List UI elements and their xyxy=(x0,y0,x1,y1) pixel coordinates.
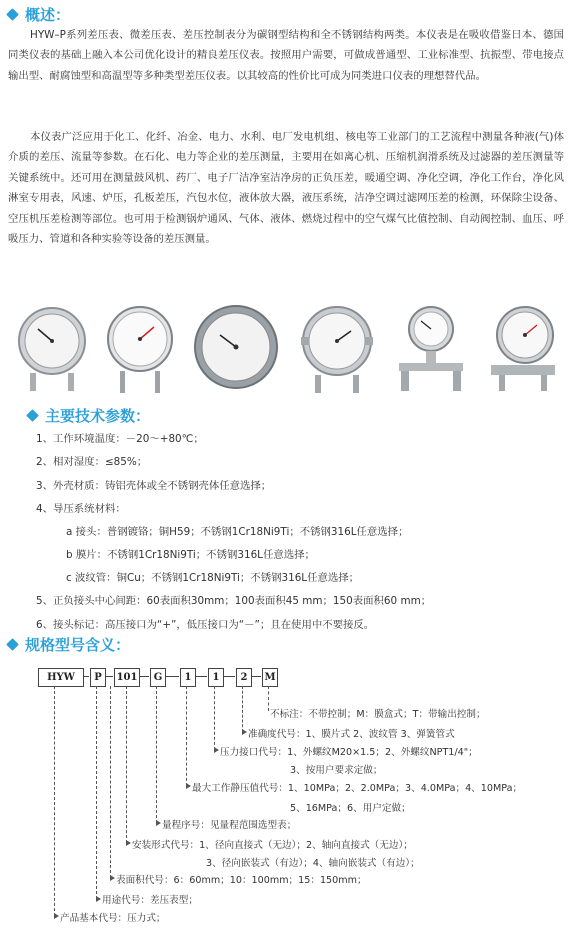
code-label-install: 安装形式代号：1、径向直接式（无边）；2、轴向直接式（无边）； xyxy=(132,840,413,851)
spec-item: c 波纹管：铜Cu；不锈钢1Cr18Ni9Ti；不锈钢316L任意选择； xyxy=(66,572,360,584)
overview-title: 概述： xyxy=(25,6,71,24)
code-label-usage: 用途代号：差压表型； xyxy=(102,895,198,906)
code-box-1b: 1 xyxy=(208,668,224,687)
model-heading xyxy=(8,634,130,655)
gauge-photo-4 xyxy=(297,303,377,395)
spec-item: a 接头：普钢镀铬；铜H59；不锈钢1Cr18Ni9Ti；不锈钢316L任意选择； xyxy=(66,526,409,538)
gauge-photo-5 xyxy=(393,303,469,395)
spec-item: 4、导压系统材料： xyxy=(36,503,126,515)
gauge-photo-1 xyxy=(16,303,88,395)
model-title: 规格型号含义： xyxy=(25,636,131,654)
overview-heading xyxy=(8,4,70,25)
gauge-photo-3 xyxy=(192,303,280,395)
code-label-port-2: 3、按用户要求定做； xyxy=(290,765,383,776)
overview-paragraph-1: HYW–P系列差压表、微差压表、差压控制表分为碳钢型结构和全不锈钢结构两类。本仪表是在吸收借鉴日本、德国同类仪表的基础上融入本公司优化设计的精良差压仪表。按照用户需要，可做成普通型、工业标准型、抗振型、带电接点输出型、耐腐蚀型和高温型等多种类型差压仪表。以其较高的性价比可成为同类进口仪表的理想替代品。 xyxy=(8,29,564,82)
code-label-dial-size: 表面积代号：6：60mm；10：100mm；15：150mm； xyxy=(116,875,367,886)
code-box-m: M xyxy=(262,668,278,687)
code-label-accuracy: 准确度代号：1、膜片式 2、波纹管 3、弹簧管式 xyxy=(248,729,455,740)
code-label-m: 不标注：不带控制；M：膜盒式；T：带输出控制； xyxy=(270,709,486,720)
code-box-1a: 1 xyxy=(180,668,196,687)
tech-heading xyxy=(28,405,150,426)
overview-paragraph-2: 本仪表广泛应用于化工、化纤、冶金、电力、水利、电厂发电机组、核电等工业部门的工艺流程中测量各种液(气)体介质的差压、流量等参数。在石化、电力等企业的差压测量，主要用在如离心机、压缩机润滑系统及过滤器的差压测量等关键系统中。还可用在测量鼓风机、药厂、电子厂洁净室洁净房的正负压差，暖通空调、净化空调，净化工作台，净化风淋室专用表，风速、炉压，孔板差压，汽包水位，液体放大器，液压系统，洁净空调过滤网压差的检测，环保除尘设备、空压机压差检测等部位。也可用于检测锅炉通风、气体、液体、燃烧过程中的空气煤气比值控制、自动阀控制、血压、呼吸压力、管道和各种实验等设备的差压测量。 xyxy=(8,131,564,246)
spec-item: b 膜片：不锈钢1Cr18Ni9Ti；不锈钢316L任意选择； xyxy=(66,549,315,561)
spec-item: 2、相对湿度：≤85%； xyxy=(36,456,148,468)
gauge-photo-2 xyxy=(104,303,176,395)
code-box-101: 101 xyxy=(114,668,140,687)
gauge-photo-6 xyxy=(485,303,561,395)
product-photos xyxy=(16,303,561,395)
code-label-static-pressure: 最大工作静压值代号：1、10MPa；2、2.0MPa；3、4.0MPa；4、10MPa； xyxy=(192,783,523,794)
diamond-bullet-icon xyxy=(26,409,39,422)
code-label-static-pressure-2: 5、16MPa；6、用户定做； xyxy=(290,803,411,814)
spec-item: 5、正负接头中心间距：60表面积30mm；100表面积45 mm；150表面积60 mm； xyxy=(36,595,432,607)
code-label-base: 产品基本代号：压力式； xyxy=(60,913,166,924)
diamond-bullet-icon xyxy=(6,8,19,21)
code-box-hyw: HYW xyxy=(38,668,84,687)
spec-item: 1、工作环境温度：－20～+80℃； xyxy=(36,433,204,445)
spec-item: 6、接头标记：高压接口为“+”，低压接口为“－”；且在使用中不要接反。 xyxy=(36,619,375,631)
diamond-bullet-icon xyxy=(6,638,19,651)
code-box-p: P xyxy=(90,668,106,687)
code-box-g: G xyxy=(150,668,166,687)
code-box-2: 2 xyxy=(236,668,252,687)
tech-title: 主要技术参数： xyxy=(45,407,151,425)
spec-item: 3、外壳材质：铸铝壳体或全不锈钢壳体任意选择； xyxy=(36,480,272,492)
code-label-range: 量程序号：见量程范围选型表； xyxy=(162,820,297,831)
code-label-port: 压力接口代号：1、外螺纹M20×1.5；2、外螺纹NPT1/4"； xyxy=(220,747,478,758)
code-label-install-2: 3、径向嵌装式（有边）；4、轴向嵌装式（有边）； xyxy=(206,858,420,869)
